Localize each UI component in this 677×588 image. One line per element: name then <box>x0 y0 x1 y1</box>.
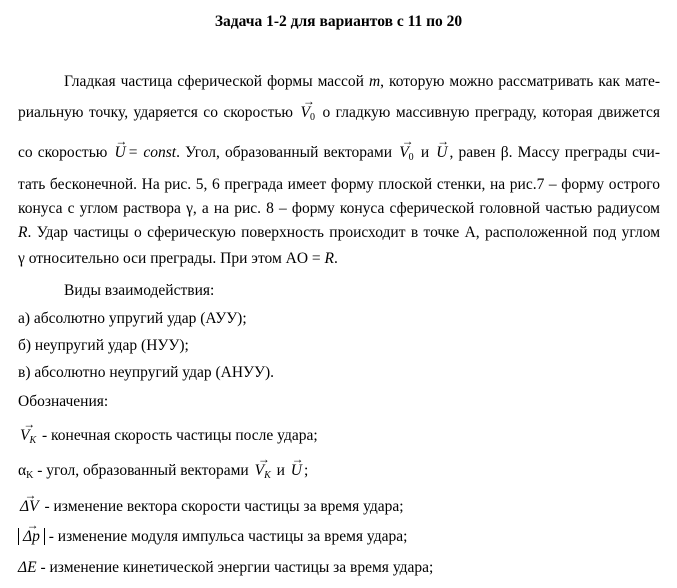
list-item: в) абсолютно неупругий удар (АНУУ). <box>18 364 274 381</box>
notation-item: αK - угол, образованный векторами → VK и → U ; <box>18 461 308 486</box>
notation-item: → ΔV - изменение вектора скорости частицы за время удара; <box>18 497 404 517</box>
page-title: Задача 1-2 для вариантов с 11 по 20 <box>214 13 463 30</box>
velocity-vk-symbol: → VK <box>255 461 271 486</box>
notation-item: ΔE - изменение кинетической энергии частицы за время удара; <box>18 559 434 576</box>
list-item: а) абсолютно упругий удар (АУУ); <box>18 310 247 327</box>
velocity-v0-symbol: → V0 <box>300 103 314 128</box>
paragraph-line: со скоростью → U = const. Угол, образованный векторами → V0 и → U , равен β. Массу преграды счи- <box>18 143 660 168</box>
types-heading: Виды взаимодействия: <box>64 282 215 299</box>
paragraph-line: конуса с углом раствора γ, а на рис. 8 – форму конуса сферической головной частью радиусом <box>18 200 660 217</box>
notation-item: → VK - конечная скорость частицы после удара; <box>18 426 318 451</box>
delta-e-symbol: ΔE <box>18 559 37 576</box>
paragraph-line: риальную точку, ударяется со скоростью → V0 о гладкую массивную преграду, которая движется <box>18 103 660 128</box>
velocity-vk-symbol: → VK <box>20 426 36 451</box>
velocity-v0-symbol: → V0 <box>399 143 413 168</box>
velocity-u-symbol: → U <box>115 143 126 163</box>
paragraph-line: тать бесконечной. На рис. 5, 6 преграда имеет форму плоской стенки, на рис.7 – форму острого <box>18 176 660 193</box>
list-item: б) неупругий удар (НУУ); <box>18 337 189 354</box>
notation-item: → Δp - изменение модуля импульса частицы за время удара; <box>18 527 407 547</box>
velocity-u-symbol: → U <box>291 461 302 481</box>
paragraph-line: Гладкая частица сферической формы массой m, которую можно рассматривать как мате- <box>64 73 660 90</box>
delta-v-symbol: → ΔV <box>20 497 39 517</box>
paragraph-line: R. Удар частицы о сферическую поверхность происходит в точке A, расположенной под углом <box>18 224 660 241</box>
momentum-modulus-symbol: → Δp <box>18 528 45 545</box>
notation-heading: Обозначения: <box>18 393 109 410</box>
velocity-u-symbol: → U <box>436 143 447 163</box>
paragraph-line: γ относительно оси преграды. При этом AO = R. <box>18 250 338 267</box>
